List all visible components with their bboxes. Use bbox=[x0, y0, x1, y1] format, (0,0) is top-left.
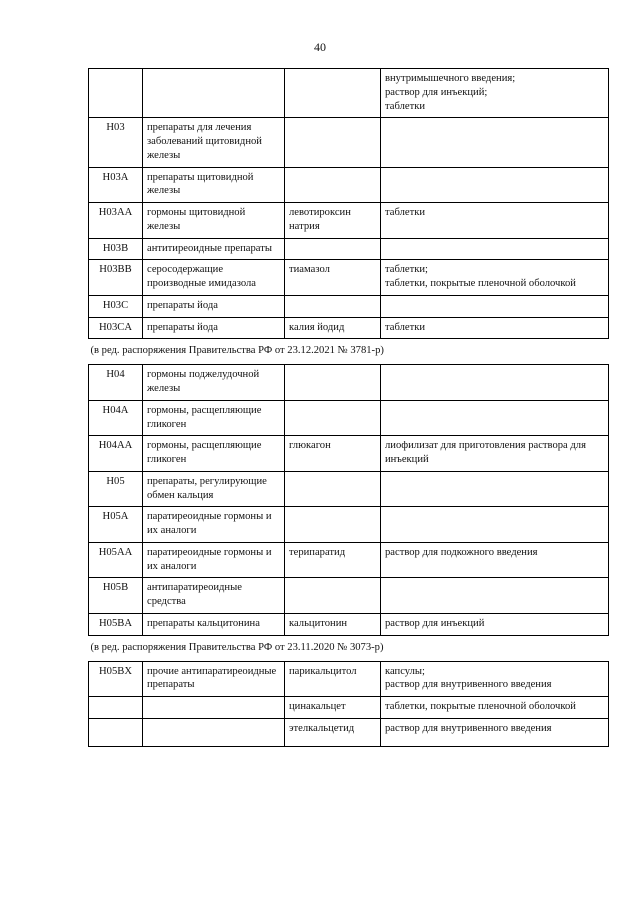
drug-name-cell: кальцитонин bbox=[285, 613, 381, 635]
table-row bbox=[89, 167, 609, 203]
atc-code-cell: H04AA bbox=[89, 436, 143, 472]
dosage-form-cell bbox=[381, 661, 609, 697]
dosage-form-line: внутримышечного введения; bbox=[385, 73, 516, 84]
amendment-note-row bbox=[89, 635, 609, 661]
drug-name-cell bbox=[285, 295, 381, 317]
anatomical-group-cell: препараты, регулирующие обмен кальция bbox=[143, 471, 285, 507]
dosage-form-cell bbox=[381, 718, 609, 746]
atc-code-cell: H03C bbox=[89, 295, 143, 317]
anatomical-group-cell bbox=[143, 69, 285, 118]
anatomical-group-cell bbox=[143, 718, 285, 746]
anatomical-group-cell: гормоны, расщепляющие гликоген bbox=[143, 400, 285, 436]
dosage-form-cell bbox=[381, 238, 609, 260]
drug-name-cell bbox=[285, 471, 381, 507]
dosage-form-line: таблетки; bbox=[385, 264, 428, 276]
table-row bbox=[89, 661, 609, 697]
dosage-form-line: таблетки bbox=[385, 207, 426, 219]
anatomical-group-cell: прочие антипаратиреоидные препараты bbox=[143, 661, 285, 697]
dosage-form-line: раствор для внутривенного введения bbox=[385, 679, 552, 691]
drug-name-cell bbox=[285, 118, 381, 167]
dosage-form-line: таблетки, покрытые пленочной оболочкой bbox=[385, 701, 576, 713]
anatomical-group-cell bbox=[143, 697, 285, 719]
drug-name-cell bbox=[285, 365, 381, 401]
atc-code-cell: H05B bbox=[89, 578, 143, 614]
atc-code-cell: H03B bbox=[89, 238, 143, 260]
dosage-form-cell bbox=[381, 203, 609, 239]
dosage-form-line: таблетки bbox=[385, 100, 426, 112]
anatomical-group-cell: препараты для лечения заболеваний щитовидной железы bbox=[143, 118, 285, 167]
atc-code-cell: H03 bbox=[89, 118, 143, 167]
atc-code-cell: H05AA bbox=[89, 542, 143, 578]
table-row bbox=[89, 578, 609, 614]
table-row bbox=[89, 118, 609, 167]
table-row bbox=[89, 718, 609, 746]
dosage-form-line: раствор для внутривенного введения bbox=[385, 722, 552, 734]
dosage-form-cell bbox=[381, 400, 609, 436]
dosage-form-cell bbox=[381, 167, 609, 203]
anatomical-group-cell: препараты кальцитонина bbox=[143, 613, 285, 635]
atc-code-cell bbox=[89, 69, 143, 118]
table-row bbox=[89, 542, 609, 578]
drug-name-cell bbox=[285, 507, 381, 543]
table-row bbox=[89, 317, 609, 339]
dosage-form-line: лиофилизат для приготовления раствора для инъекций bbox=[385, 440, 586, 466]
anatomical-group-cell: препараты йода bbox=[143, 317, 285, 339]
table-row bbox=[89, 365, 609, 401]
atc-code-cell: H03CA bbox=[89, 317, 143, 339]
dosage-form-line: раствор для подкожного введения bbox=[385, 546, 538, 558]
drug-name-cell bbox=[285, 167, 381, 203]
amendment-note-row bbox=[89, 339, 609, 365]
dosage-form-cell bbox=[381, 507, 609, 543]
drug-name-cell: глюкагон bbox=[285, 436, 381, 472]
dosage-form-cell bbox=[381, 365, 609, 401]
anatomical-group-cell: препараты щитовидной железы bbox=[143, 167, 285, 203]
atc-code-cell: H05A bbox=[89, 507, 143, 543]
amendment-note: (в ред. распоряжения Правительства РФ от 23.11.2020 № 3073-р) bbox=[89, 635, 609, 661]
dosage-form-line: таблетки bbox=[385, 321, 426, 333]
atc-code-cell bbox=[89, 718, 143, 746]
drug-table bbox=[88, 68, 609, 747]
drug-name-cell: тиамазол bbox=[285, 260, 381, 296]
dosage-form-line: раствор для инъекций; bbox=[385, 86, 488, 98]
atc-code-cell: H03A bbox=[89, 167, 143, 203]
table-row bbox=[89, 697, 609, 719]
anatomical-group-cell: серосодержащие производные имидазола bbox=[143, 260, 285, 296]
dosage-form-cell bbox=[381, 578, 609, 614]
table-row bbox=[89, 260, 609, 296]
dosage-form-cell bbox=[381, 295, 609, 317]
dosage-form-cell bbox=[381, 436, 609, 472]
drug-name-cell bbox=[285, 69, 381, 118]
dosage-form-line: раствор для инъекций bbox=[385, 617, 485, 629]
dosage-form-cell bbox=[381, 317, 609, 339]
anatomical-group-cell: паратиреоидные гормоны и их аналоги bbox=[143, 542, 285, 578]
drug-name-cell: цинакальцет bbox=[285, 697, 381, 719]
atc-code-cell: H05 bbox=[89, 471, 143, 507]
dosage-form-line: капсулы; bbox=[385, 665, 425, 677]
atc-code-cell: H04A bbox=[89, 400, 143, 436]
atc-code-cell: H03AA bbox=[89, 203, 143, 239]
anatomical-group-cell: гормоны щитовидной железы bbox=[143, 203, 285, 239]
anatomical-group-cell: антипаратиреоидные средства bbox=[143, 578, 285, 614]
dosage-form-cell bbox=[381, 471, 609, 507]
table-row bbox=[89, 69, 609, 118]
dosage-form-line: таблетки, покрытые пленочной оболочкой bbox=[385, 278, 576, 290]
anatomical-group-cell: гормоны поджелудочной железы bbox=[143, 365, 285, 401]
anatomical-group-cell: препараты йода bbox=[143, 295, 285, 317]
table-row bbox=[89, 295, 609, 317]
page-number: 40 bbox=[314, 40, 326, 54]
atc-code-cell: H05BA bbox=[89, 613, 143, 635]
drug-name-cell bbox=[285, 238, 381, 260]
dosage-form-cell bbox=[381, 260, 609, 296]
amendment-note: (в ред. распоряжения Правительства РФ от 23.12.2021 № 3781-р) bbox=[89, 339, 609, 365]
anatomical-group-cell: антитиреоидные препараты bbox=[143, 238, 285, 260]
atc-code-cell bbox=[89, 697, 143, 719]
dosage-form-cell bbox=[381, 118, 609, 167]
table-row bbox=[89, 471, 609, 507]
table-row bbox=[89, 203, 609, 239]
drug-name-cell: терипаратид bbox=[285, 542, 381, 578]
drug-name-cell: парикальцитол bbox=[285, 661, 381, 697]
anatomical-group-cell: гормоны, расщепляющие гликоген bbox=[143, 436, 285, 472]
drug-name-cell bbox=[285, 578, 381, 614]
dosage-form-cell bbox=[381, 613, 609, 635]
table-row bbox=[89, 507, 609, 543]
atc-code-cell: H05BX bbox=[89, 661, 143, 697]
table-row bbox=[89, 613, 609, 635]
atc-code-cell: H03BB bbox=[89, 260, 143, 296]
drug-name-cell: калия йодид bbox=[285, 317, 381, 339]
table-row bbox=[89, 238, 609, 260]
drug-name-cell bbox=[285, 400, 381, 436]
anatomical-group-cell: паратиреоидные гормоны и их аналоги bbox=[143, 507, 285, 543]
drug-name-cell: этелкальцетид bbox=[285, 718, 381, 746]
drug-name-cell: левотироксин натрия bbox=[285, 203, 381, 239]
atc-code-cell: H04 bbox=[89, 365, 143, 401]
dosage-form-cell bbox=[381, 69, 609, 118]
table-row bbox=[89, 436, 609, 472]
table-row bbox=[89, 400, 609, 436]
dosage-form-cell bbox=[381, 697, 609, 719]
dosage-form-cell bbox=[381, 542, 609, 578]
